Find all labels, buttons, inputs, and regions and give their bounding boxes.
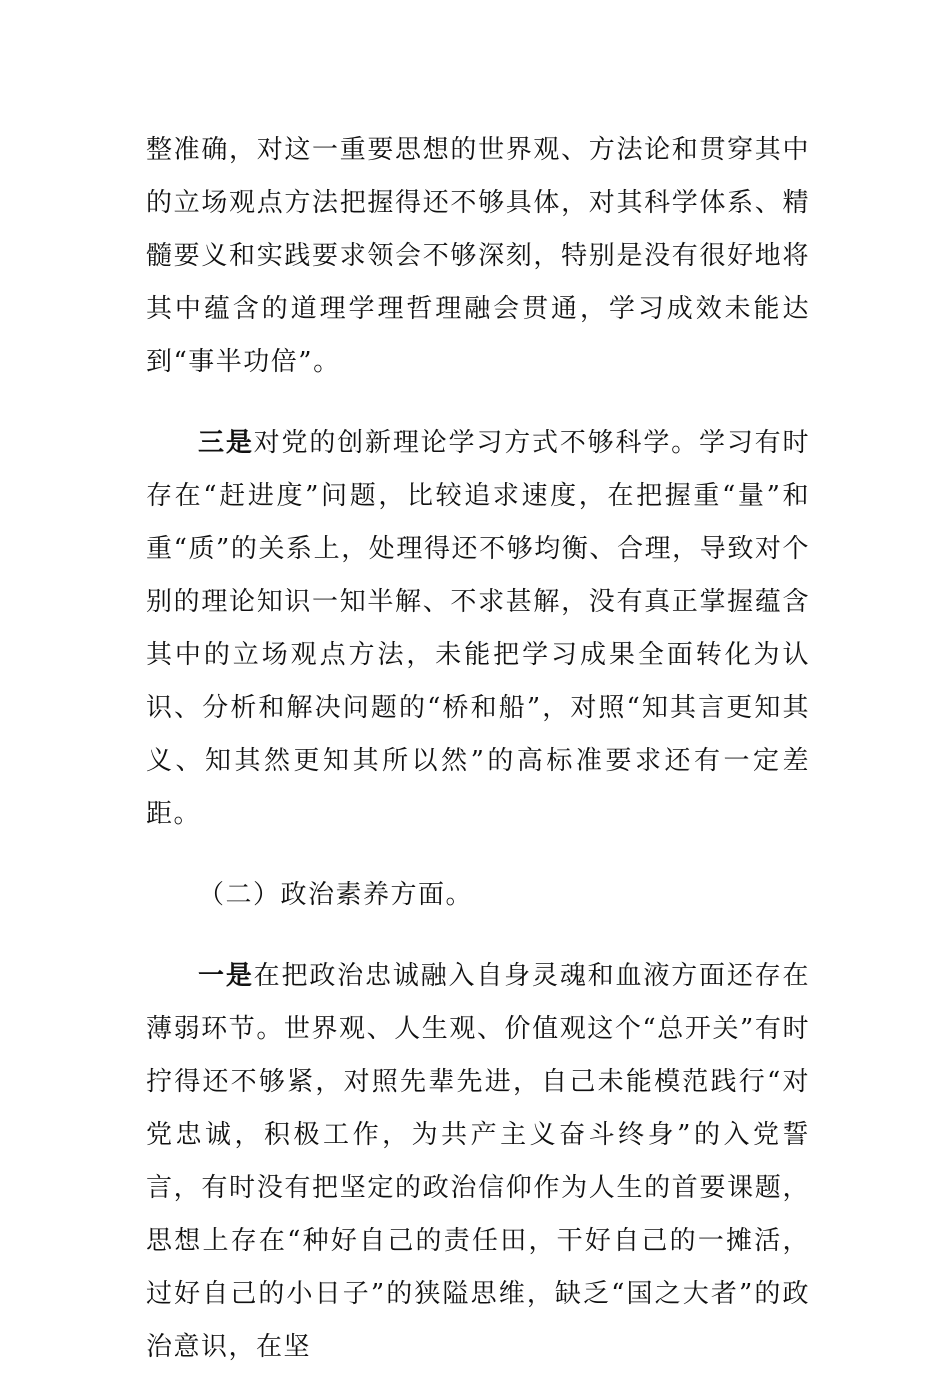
paragraph-text: 对党的创新理论学习方式不够科学。学习有时存在“赶进度”问题，比较追求速度，在把握重“量”和重“质”的关系上，处理得还不够均衡、合理，导致对个别的理论知识一知半解、不求甚解，没有真正掌握蕴含其中的立场观点方法，未能把学习成果全面转化为认识、分析和解决问题的“桥和船”，对照“知其言更知其义、知其然更知其所以然”的高标准要求还有一定差距。: [146, 428, 810, 829]
document-body: [146, 124, 810, 1374]
paragraph-point-one: [146, 950, 810, 1374]
section-heading-text: （二）政治素养方面。: [198, 880, 474, 910]
paragraph-text: 在把政治忠诚融入自身灵魂和血液方面还存在薄弱环节。世界观、人生观、价值观这个“总开关”有时拧得还不够紧，对照先辈先进，自己未能模范践行“对党忠诚，积极工作，为共产主义奋斗终身”的入党誓言，有时没有把坚定的政治信仰作为人生的首要课题，思想上存在“种好自己的责任田，干好自己的一摊活，过好自己的小日子”的狭隘思维，缺乏“国之大者”的政治意识，在坚: [146, 961, 810, 1362]
paragraph-text: 整准确，对这一重要思想的世界观、方法论和贯穿其中的立场观点方法把握得还不够具体，对其科学体系、精髓要义和实践要求领会不够深刻，特别是没有很好地将其中蕴含的道理学理哲理融会贯通，学习成效未能达到“事半功倍”。: [146, 135, 810, 377]
paragraph-lead: 一是: [198, 961, 254, 991]
paragraph-lead: 三是: [198, 428, 254, 458]
paragraph-continued: [146, 124, 810, 389]
section-heading: [146, 869, 810, 922]
paragraph-point-three: [146, 417, 810, 841]
